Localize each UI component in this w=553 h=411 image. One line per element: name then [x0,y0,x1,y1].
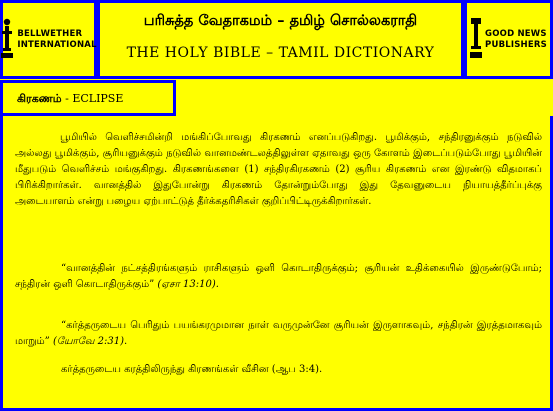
entry-word-english: ECLIPSE [72,92,124,105]
bellwether-logo [0,0,97,79]
quote-habakkuk-ref: (ஆப 3:4). [268,364,323,375]
quote-isaiah-text: “வானத்தின் நட்சத்திரங்களும் ராசிகளும் ஒளி கொடாதிருக்கும்; சூரியன் உதிக்கையில் இருண்டுபோம்; சந்திரன் ஒளி கொடாதிருக்கும்” [15,263,542,290]
quote-joel-ref: (யோவே 2:31). [49,336,128,347]
book-press-icon [470,17,482,63]
title-tamil: பரிசுத்த வேதாகமம் – தமிழ் சொல்லகராதி [143,12,418,29]
entry-word [17,92,123,107]
definition-paragraph: பூமியில் வெளிச்சமின்றி மங்கிப்போவது கிரகணம் எனப்படுகிறது. பூமிக்கும், சந்திரனுக்கும் நடுவில் அல்லது பூமிக்கும், சூரியனுக்கும் நடுவில் வானமண்டலத்திலுள்ள ஏதாவது ஒரு கோளம் இடைப்படும்போது பூமியின் மீதுபடும் வெளிச்சம் மங்குகிறது. கிரகணங்களை (1) சந்திரகிரகணம் (2) சூரிய கிரகணம் என இரண்டு விதமாகப் பிரிக்கிறார்கள். வானத்தில் இதுபோன்று கிரகணம் தோன்றும்போது இது தேவனுடைய நியாயத்தீர்ப்புக்கு அடையாளம் என்று பழைய ஏற்பாட்டுத் தீர்க்கதரிசிகள் குறிப்பிட்டிருக்கிறார்கள். [15,132,542,207]
entry-word-box [0,80,176,116]
title-english: THE HOLY BIBLE – TAMIL DICTIONARY [126,45,435,61]
quote-isaiah [15,261,542,293]
bellwether-line2: INTERNATIONAL [17,39,97,50]
entry-separator: - [61,92,73,105]
good-news-line2: PUBLISHERS [485,39,547,50]
good-news-line1: GOOD NEWS [485,28,547,39]
quote-joel-text: “கர்த்தருடைய பெரிதும் பயங்கரமுமான நாள் வருமுன்னே சூரியன் இருளாகவும், சந்திரன் இரத்தமாகவும் மாறும்” [15,320,542,347]
bellwether-line1: BELLWETHER [17,28,83,39]
bellwether-figure-icon [0,17,14,63]
quote-joel [15,318,542,350]
entry-word-tamil: கிரகணம் [17,92,62,105]
dictionary-title-banner [97,0,464,79]
quote-isaiah-ref: (ஏசா 13:10). [154,279,219,290]
quote-habakkuk [15,362,542,378]
quote-habakkuk-text: கர்த்தருடைய கரத்திலிருந்து கிரணங்கள் வீசின [61,364,269,375]
good-news-logo [464,0,553,79]
definition-panel [0,116,553,411]
